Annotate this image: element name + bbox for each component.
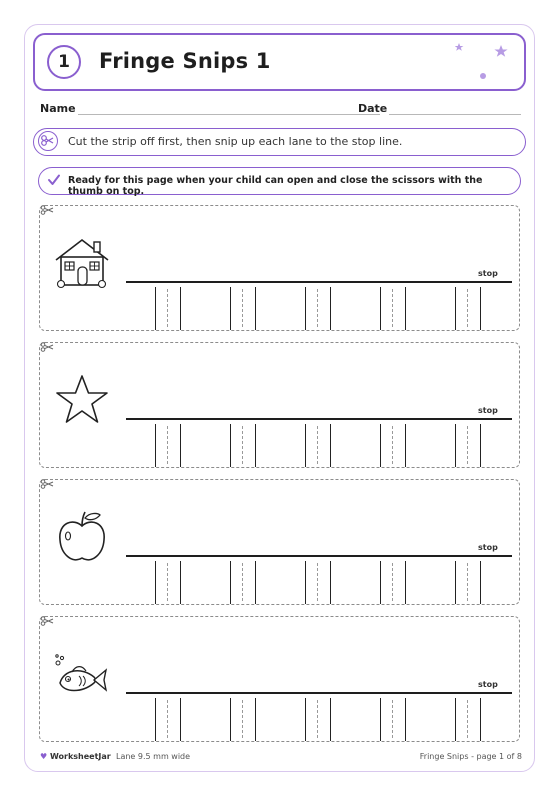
page-number-badge: 1	[47, 45, 81, 79]
scissors-icon	[38, 131, 58, 151]
fringe-lane[interactable]	[230, 424, 256, 467]
name-field[interactable]	[78, 114, 380, 115]
stop-label: stop	[478, 543, 498, 552]
scissors-mark-icon	[40, 611, 54, 630]
stop-label: stop	[478, 269, 498, 278]
fringe-lane[interactable]	[155, 698, 181, 741]
fringe-lane[interactable]	[305, 287, 331, 330]
lane-guide	[167, 426, 168, 464]
lane-width-note: Lane 9.5 mm wide	[116, 752, 191, 761]
brand-name: WorksheetJar	[49, 752, 111, 761]
decorative-stars-icon	[455, 41, 525, 81]
lane-guide	[242, 289, 243, 327]
lane-guide	[242, 563, 243, 601]
scissors-mark-icon	[40, 200, 54, 219]
name-date-row	[40, 102, 524, 122]
fringe-lane[interactable]	[380, 561, 406, 604]
fringe-lane[interactable]	[380, 424, 406, 467]
stop-line	[126, 555, 512, 557]
lane-guide	[317, 563, 318, 601]
fringe-lane[interactable]	[380, 698, 406, 741]
instruction-text: Cut the strip off first, then snip up each lane to the stop line.	[68, 135, 403, 148]
fringe-lane[interactable]	[380, 287, 406, 330]
star-picture-icon	[52, 371, 112, 431]
lane-guide	[392, 563, 393, 601]
footer-brand	[40, 752, 111, 761]
lane-guide	[317, 426, 318, 464]
lane-guide	[392, 700, 393, 738]
cutting-strip-fish[interactable]	[39, 616, 520, 742]
lane-guide	[467, 289, 468, 327]
lane-guide	[317, 289, 318, 327]
fringe-lane[interactable]	[455, 287, 481, 330]
readiness-text: Ready for this page when your child can open and close the scissors with the thumb on top.	[68, 175, 483, 197]
lane-guide	[167, 700, 168, 738]
page-title: Fringe Snips 1	[99, 49, 271, 73]
scissors-mark-icon	[40, 474, 54, 493]
heart-icon: ♥	[40, 752, 48, 761]
page-info: Fringe Snips - page 1 of 8	[419, 752, 522, 761]
fringe-lane[interactable]	[455, 424, 481, 467]
stop-label: stop	[478, 406, 498, 415]
apple-picture-icon	[52, 508, 112, 568]
fringe-lane[interactable]	[305, 424, 331, 467]
cutting-strip-star[interactable]	[39, 342, 520, 468]
fringe-lane[interactable]	[155, 561, 181, 604]
fringe-lane[interactable]	[155, 287, 181, 330]
lane-guide	[467, 426, 468, 464]
stop-line	[126, 418, 512, 420]
instruction-banner	[33, 128, 526, 156]
checkmark-icon	[47, 173, 61, 187]
fringe-lane[interactable]	[305, 561, 331, 604]
lane-guide	[317, 700, 318, 738]
date-label: Date	[358, 102, 388, 115]
cutting-strip-house[interactable]	[39, 205, 520, 331]
fish-picture-icon	[52, 645, 112, 705]
lane-guide	[167, 563, 168, 601]
lane-guide	[242, 700, 243, 738]
stop-line	[126, 692, 512, 694]
date-field[interactable]	[389, 114, 521, 115]
fringe-lane[interactable]	[230, 698, 256, 741]
lane-guide	[392, 426, 393, 464]
stop-label: stop	[478, 680, 498, 689]
fringe-lane[interactable]	[455, 698, 481, 741]
scissors-mark-icon	[40, 337, 54, 356]
page-header	[33, 33, 526, 91]
lane-guide	[392, 289, 393, 327]
lane-guide	[242, 426, 243, 464]
stop-line	[126, 281, 512, 283]
fringe-lane[interactable]	[155, 424, 181, 467]
fringe-lane[interactable]	[230, 287, 256, 330]
cutting-strip-apple[interactable]	[39, 479, 520, 605]
fringe-lane[interactable]	[455, 561, 481, 604]
readiness-banner	[38, 167, 521, 195]
house-picture-icon	[52, 234, 112, 294]
lane-guide	[467, 700, 468, 738]
lane-guide	[167, 289, 168, 327]
fringe-lane[interactable]	[230, 561, 256, 604]
name-label: Name	[40, 102, 76, 115]
fringe-lane[interactable]	[305, 698, 331, 741]
lane-guide	[467, 563, 468, 601]
